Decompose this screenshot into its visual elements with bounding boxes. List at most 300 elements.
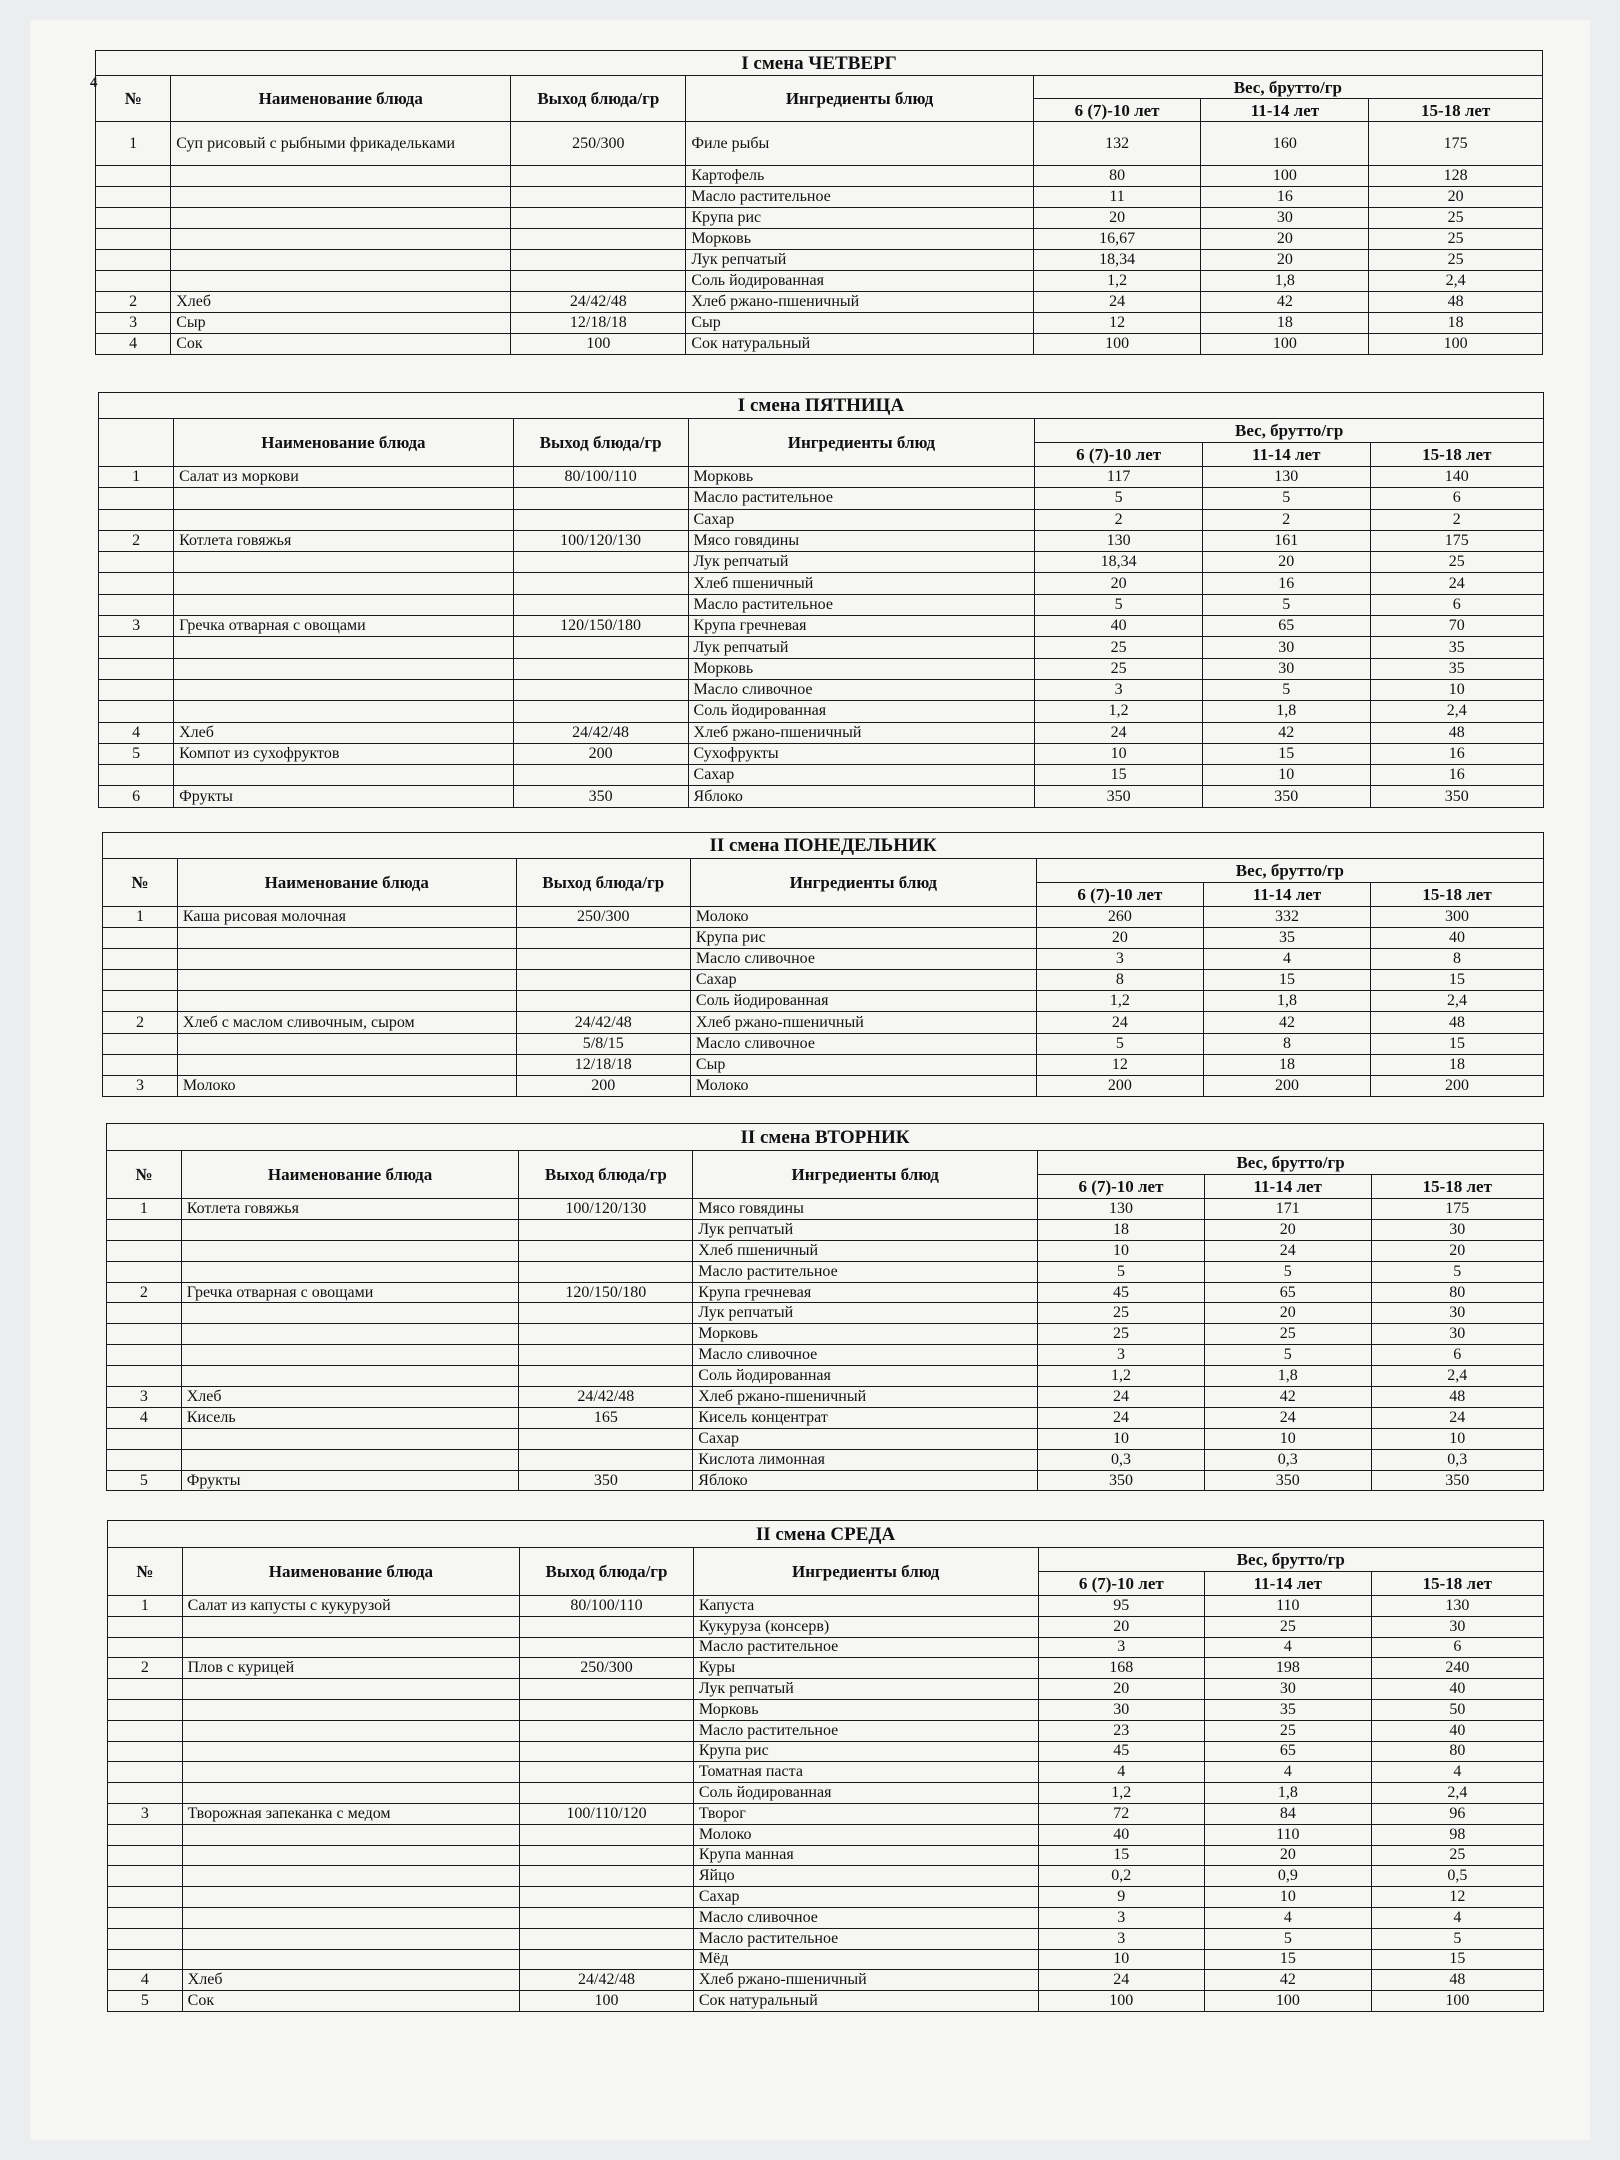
table-row (108, 1658, 1544, 1679)
dish-yield (519, 1219, 693, 1240)
ingredient: Масло растительное (693, 1720, 1038, 1741)
dish-yield (513, 637, 688, 658)
weight-15-18: 40 (1371, 1720, 1543, 1741)
weight-6-10: 0,3 (1038, 1449, 1205, 1470)
row-number (99, 509, 174, 530)
weight-11-14: 30 (1205, 1679, 1372, 1700)
dish-yield: 80/100/110 (520, 1596, 694, 1617)
weight-6-10: 24 (1038, 1970, 1205, 1991)
weight-6-10: 4 (1038, 1762, 1205, 1783)
table-row (107, 1407, 1544, 1428)
ingredient: Филе рыбы (686, 122, 1033, 166)
weight-6-10: 20 (1038, 1616, 1205, 1637)
table-row (108, 1783, 1544, 1804)
dish-name (181, 1261, 519, 1282)
dish-yield: 250/300 (516, 907, 690, 928)
weight-11-14: 5 (1202, 594, 1370, 615)
table-row (108, 1887, 1544, 1908)
yield-header: Выход блюда/гр (511, 76, 686, 122)
ingredients-header: Ингредиенты блюд (688, 419, 1035, 467)
table-row (108, 1928, 1544, 1949)
weight-11-14: 110 (1205, 1824, 1372, 1845)
table-row (96, 166, 1543, 187)
weight-11-14: 4 (1205, 1762, 1372, 1783)
table-row (99, 573, 1544, 594)
weight-6-10: 168 (1038, 1658, 1205, 1679)
dish-name (182, 1762, 519, 1783)
table-row (103, 1075, 1544, 1096)
row-number: 2 (99, 530, 174, 551)
dish-name: Плов с курицей (182, 1658, 519, 1679)
weight-15-18: 35 (1370, 637, 1543, 658)
row-number (107, 1345, 182, 1366)
dish-header: Наименование блюда (174, 419, 514, 467)
dish-yield (519, 1366, 693, 1387)
weight-6-10: 350 (1038, 1470, 1205, 1491)
menu-table (102, 832, 1544, 1097)
row-number (103, 1054, 178, 1075)
weight-6-10: 3 (1036, 949, 1203, 970)
weight-11-14: 4 (1205, 1637, 1372, 1658)
weight-11-14: 65 (1204, 1282, 1371, 1303)
dish-yield (519, 1303, 693, 1324)
table-row (99, 530, 1544, 551)
dish-yield (520, 1907, 694, 1928)
row-number (108, 1720, 183, 1741)
row-number (103, 991, 178, 1012)
dish-name: Кисель (181, 1407, 519, 1428)
ingredient: Морковь (688, 658, 1035, 679)
weight-6-10: 260 (1036, 907, 1203, 928)
dish-yield: 5/8/15 (516, 1033, 690, 1054)
dish-name (174, 637, 514, 658)
table-row (96, 250, 1543, 271)
table-row (107, 1261, 1544, 1282)
weight-11-14: 16 (1201, 187, 1369, 208)
weight-15-18: 175 (1369, 122, 1543, 166)
row-number (99, 594, 174, 615)
ingredient: Крупа манная (693, 1845, 1038, 1866)
row-number: 2 (108, 1658, 183, 1679)
yield-header: Выход блюда/гр (520, 1548, 694, 1596)
weight-6-10: 3 (1038, 1345, 1205, 1366)
weight-11-14: 30 (1201, 208, 1369, 229)
dish-yield (511, 271, 686, 292)
dish-name (182, 1720, 519, 1741)
weight-6-10: 130 (1038, 1199, 1205, 1220)
row-number: 2 (96, 292, 171, 313)
weight-11-14: 42 (1204, 1387, 1371, 1408)
ingredient: Масло растительное (693, 1637, 1038, 1658)
dish-yield (519, 1345, 693, 1366)
weight-6-10: 20 (1033, 208, 1201, 229)
table-row (108, 1991, 1544, 2012)
row-number: 2 (107, 1282, 182, 1303)
weight-11-14: 171 (1204, 1199, 1371, 1220)
weight-15-18: 140 (1370, 467, 1543, 488)
ingredient: Лук репчатый (688, 552, 1035, 573)
dish-yield (520, 1637, 694, 1658)
weight-11-14: 25 (1205, 1616, 1372, 1637)
weight-6-10: 24 (1038, 1387, 1205, 1408)
weight-15-18: 50 (1371, 1699, 1543, 1720)
age-11-14-header: 11-14 лет (1205, 1572, 1372, 1596)
weight-header: Вес, брутто/гр (1038, 1151, 1544, 1175)
ingredients-header: Ингредиенты блюд (690, 859, 1036, 907)
table-row (108, 1720, 1544, 1741)
row-number (108, 1845, 183, 1866)
weight-15-18: 2 (1370, 509, 1543, 530)
weight-6-10: 10 (1038, 1428, 1205, 1449)
ingredient: Соль йодированная (686, 271, 1033, 292)
dish-yield: 350 (519, 1470, 693, 1491)
weight-11-14: 10 (1205, 1887, 1372, 1908)
table-title-row (108, 1521, 1544, 1548)
weight-15-18: 175 (1371, 1199, 1543, 1220)
ingredient: Лук репчатый (693, 1303, 1038, 1324)
weight-15-18: 20 (1371, 1240, 1543, 1261)
weight-11-14: 4 (1203, 949, 1370, 970)
ingredient: Мёд (693, 1949, 1038, 1970)
dish-name (182, 1741, 519, 1762)
weight-6-10: 40 (1038, 1824, 1205, 1845)
row-number (103, 1033, 178, 1054)
weight-header: Вес, брутто/гр (1036, 859, 1543, 883)
weight-15-18: 240 (1371, 1658, 1543, 1679)
dish-yield (513, 552, 688, 573)
weight-6-10: 23 (1038, 1720, 1205, 1741)
dish-name: Суп рисовый с рыбными фрикадельками (171, 122, 511, 166)
dish-name (181, 1303, 519, 1324)
dish-name (181, 1324, 519, 1345)
ingredient: Хлеб пшеничный (693, 1240, 1038, 1261)
dish-header: Наименование блюда (171, 76, 511, 122)
weight-6-10: 5 (1035, 488, 1203, 509)
dish-yield: 100/120/130 (519, 1199, 693, 1220)
dish-yield: 350 (513, 786, 688, 807)
ingredient: Мясо говядины (693, 1199, 1038, 1220)
weight-15-18: 96 (1371, 1803, 1543, 1824)
table-row (96, 313, 1543, 334)
weight-11-14: 30 (1202, 637, 1370, 658)
table-title-row (103, 833, 1544, 859)
table-row (108, 1699, 1544, 1720)
ingredient: Сок натуральный (686, 334, 1033, 355)
ingredient: Морковь (693, 1324, 1038, 1345)
dish-yield: 12/18/18 (516, 1054, 690, 1075)
ingredient: Масло растительное (688, 488, 1035, 509)
age-6-10-header: 6 (7)-10 лет (1033, 99, 1201, 122)
table-row (99, 722, 1544, 743)
ingredient: Сахар (690, 970, 1036, 991)
table-row (107, 1282, 1544, 1303)
table-row (99, 467, 1544, 488)
header-row (99, 419, 1544, 443)
table-row (103, 928, 1544, 949)
weight-15-18: 128 (1369, 166, 1543, 187)
row-number (108, 1616, 183, 1637)
row-number: 1 (99, 467, 174, 488)
ingredient: Масло растительное (686, 187, 1033, 208)
row-number: 3 (103, 1075, 178, 1096)
weight-15-18: 24 (1371, 1407, 1543, 1428)
dish-yield: 80/100/110 (513, 467, 688, 488)
dish-name: Фрукты (174, 786, 514, 807)
row-number (107, 1303, 182, 1324)
row-number: 1 (107, 1199, 182, 1220)
dish-yield: 24/42/48 (511, 292, 686, 313)
dish-name (174, 594, 514, 615)
ingredient: Сыр (686, 313, 1033, 334)
weight-11-14: 100 (1201, 334, 1369, 355)
weight-6-10: 25 (1035, 658, 1203, 679)
ingredient: Лук репчатый (688, 637, 1035, 658)
weight-11-14: 18 (1203, 1054, 1370, 1075)
dish-yield (520, 1928, 694, 1949)
menu-table (95, 50, 1543, 355)
dish-name: Хлеб (174, 722, 514, 743)
weight-11-14: 24 (1204, 1240, 1371, 1261)
row-number (99, 488, 174, 509)
weight-6-10: 130 (1035, 530, 1203, 551)
weight-11-14: 15 (1202, 743, 1370, 764)
weight-11-14: 20 (1205, 1845, 1372, 1866)
dish-name (182, 1887, 519, 1908)
dish-yield: 100/120/130 (513, 530, 688, 551)
row-number (107, 1366, 182, 1387)
table-row (107, 1240, 1544, 1261)
ingredient: Творог (693, 1803, 1038, 1824)
weight-6-10: 80 (1033, 166, 1201, 187)
dish-yield: 12/18/18 (511, 313, 686, 334)
dish-name: Хлеб с маслом сливочным, сыром (177, 1012, 516, 1033)
weight-11-14: 65 (1202, 616, 1370, 637)
weight-11-14: 332 (1203, 907, 1370, 928)
weight-11-14: 1,8 (1205, 1783, 1372, 1804)
row-number: 5 (107, 1470, 182, 1491)
table-row (96, 271, 1543, 292)
dish-yield: 100 (511, 334, 686, 355)
dish-name (182, 1866, 519, 1887)
dish-name (174, 573, 514, 594)
table-row (96, 122, 1543, 166)
dish-name: Сок (182, 1991, 519, 2012)
dish-yield: 165 (519, 1407, 693, 1428)
dish-name: Творожная запеканка с медом (182, 1803, 519, 1824)
weight-6-10: 117 (1035, 467, 1203, 488)
table-title-row (96, 51, 1543, 76)
dish-name (182, 1949, 519, 1970)
table-row (108, 1845, 1544, 1866)
weight-6-10: 24 (1036, 1012, 1203, 1033)
weight-11-14: 20 (1201, 229, 1369, 250)
table-row (108, 1741, 1544, 1762)
table-row (107, 1199, 1544, 1220)
ingredient: Хлеб ржано-пшеничный (693, 1970, 1038, 1991)
row-number: 4 (108, 1970, 183, 1991)
dish-name (174, 679, 514, 700)
dish-yield (513, 594, 688, 615)
weight-6-10: 5 (1038, 1261, 1205, 1282)
weight-6-10: 18,34 (1035, 552, 1203, 573)
dish-yield (511, 208, 686, 229)
table-row (96, 292, 1543, 313)
dish-yield: 250/300 (520, 1658, 694, 1679)
weight-15-18: 15 (1371, 1033, 1544, 1054)
weight-15-18: 0,3 (1371, 1449, 1543, 1470)
weight-6-10: 11 (1033, 187, 1201, 208)
weight-15-18: 10 (1370, 679, 1543, 700)
ingredient: Крупа рис (690, 928, 1036, 949)
dish-yield (513, 509, 688, 530)
weight-11-14: 25 (1205, 1720, 1372, 1741)
table-row (108, 1866, 1544, 1887)
row-number (99, 637, 174, 658)
dish-name (174, 765, 514, 786)
weight-11-14: 2 (1202, 509, 1370, 530)
weight-11-14: 5 (1202, 488, 1370, 509)
ingredient: Хлеб ржано-пшеничный (686, 292, 1033, 313)
weight-6-10: 1,2 (1036, 991, 1203, 1012)
dish-name (182, 1699, 519, 1720)
weight-6-10: 200 (1036, 1075, 1203, 1096)
weight-11-14: 4 (1205, 1907, 1372, 1928)
table-row (99, 616, 1544, 637)
ingredient: Масло растительное (688, 594, 1035, 615)
dish-yield (520, 1866, 694, 1887)
age-11-14-header: 11-14 лет (1201, 99, 1369, 122)
weight-15-18: 35 (1370, 658, 1543, 679)
weight-15-18: 25 (1371, 1845, 1543, 1866)
table-row (107, 1324, 1544, 1345)
ingredient: Лук репчатый (693, 1219, 1038, 1240)
weight-11-14: 350 (1202, 786, 1370, 807)
dish-yield (516, 928, 690, 949)
table-row (99, 786, 1544, 807)
weight-6-10: 3 (1038, 1907, 1205, 1928)
row-number: 6 (99, 786, 174, 807)
dish-name: Сыр (171, 313, 511, 334)
weight-6-10: 3 (1038, 1637, 1205, 1658)
weight-11-14: 15 (1203, 970, 1370, 991)
dish-yield (511, 229, 686, 250)
row-number (108, 1679, 183, 1700)
ingredients-header: Ингредиенты блюд (686, 76, 1033, 122)
dish-yield: 24/42/48 (520, 1970, 694, 1991)
dish-yield (520, 1720, 694, 1741)
row-number (107, 1240, 182, 1261)
weight-11-14: 24 (1204, 1407, 1371, 1428)
weight-6-10: 16,67 (1033, 229, 1201, 250)
ingredient: Картофель (686, 166, 1033, 187)
age-15-18-header: 15-18 лет (1371, 1572, 1543, 1596)
weight-6-10: 72 (1038, 1803, 1205, 1824)
table-row (103, 1054, 1544, 1075)
weight-11-14: 20 (1204, 1303, 1371, 1324)
dish-name (171, 250, 511, 271)
weight-15-18: 100 (1371, 1991, 1543, 2012)
weight-6-10: 45 (1038, 1741, 1205, 1762)
weight-11-14: 20 (1204, 1219, 1371, 1240)
weight-6-10: 24 (1038, 1407, 1205, 1428)
dish-name (174, 701, 514, 722)
weight-11-14: 25 (1204, 1324, 1371, 1345)
dish-yield (519, 1261, 693, 1282)
dish-name: Сок (171, 334, 511, 355)
weight-11-14: 8 (1203, 1033, 1370, 1054)
weight-header: Вес, брутто/гр (1033, 76, 1542, 99)
ingredients-header: Ингредиенты блюд (693, 1548, 1038, 1596)
dish-yield (520, 1679, 694, 1700)
dish-name (177, 928, 516, 949)
dish-name (177, 970, 516, 991)
row-number (96, 229, 171, 250)
row-number: 3 (107, 1387, 182, 1408)
dish-name (182, 1637, 519, 1658)
row-number (99, 573, 174, 594)
table-row (107, 1449, 1544, 1470)
dish-yield (513, 701, 688, 722)
age-15-18-header: 15-18 лет (1371, 883, 1544, 907)
header-row (96, 76, 1543, 99)
weight-15-18: 40 (1371, 1679, 1543, 1700)
dish-yield (520, 1783, 694, 1804)
weight-15-18: 70 (1370, 616, 1543, 637)
num-header: № (108, 1548, 183, 1596)
table-title: II смена ВТОРНИК (107, 1124, 1544, 1151)
dish-yield (520, 1699, 694, 1720)
table-row (108, 1949, 1544, 1970)
dish-name: Хлеб (171, 292, 511, 313)
weight-11-14: 0,9 (1205, 1866, 1372, 1887)
ingredient: Лук репчатый (693, 1679, 1038, 1700)
row-number: 3 (99, 616, 174, 637)
weight-15-18: 10 (1371, 1428, 1543, 1449)
dish-name (182, 1928, 519, 1949)
row-number: 3 (108, 1803, 183, 1824)
dish-yield (511, 166, 686, 187)
weight-6-10: 20 (1035, 573, 1203, 594)
weight-15-18: 30 (1371, 1616, 1543, 1637)
weight-6-10: 5 (1036, 1033, 1203, 1054)
row-number: 5 (108, 1991, 183, 2012)
ingredient: Крупа рис (693, 1741, 1038, 1762)
weight-15-18: 4 (1371, 1907, 1543, 1928)
weight-15-18: 48 (1371, 1012, 1544, 1033)
row-number (108, 1866, 183, 1887)
table-row (96, 334, 1543, 355)
table-title: II смена СРЕДА (108, 1521, 1544, 1548)
weight-11-14: 35 (1203, 928, 1370, 949)
weight-6-10: 100 (1038, 1991, 1205, 2012)
dish-yield (520, 1887, 694, 1908)
dish-yield (520, 1824, 694, 1845)
weight-15-18: 2,4 (1371, 991, 1544, 1012)
weight-11-14: 30 (1202, 658, 1370, 679)
dish-yield (513, 679, 688, 700)
ingredient: Томатная паста (693, 1762, 1038, 1783)
dish-name: Хлеб (181, 1387, 519, 1408)
ingredient: Масло сливочное (688, 679, 1035, 700)
weight-6-10: 95 (1038, 1596, 1205, 1617)
row-number (108, 1824, 183, 1845)
weight-6-10: 0,2 (1038, 1866, 1205, 1887)
dish-yield: 24/42/48 (516, 1012, 690, 1033)
weight-6-10: 9 (1038, 1887, 1205, 1908)
dish-name (174, 552, 514, 573)
table-row (96, 208, 1543, 229)
dish-name: Хлеб (182, 1970, 519, 1991)
